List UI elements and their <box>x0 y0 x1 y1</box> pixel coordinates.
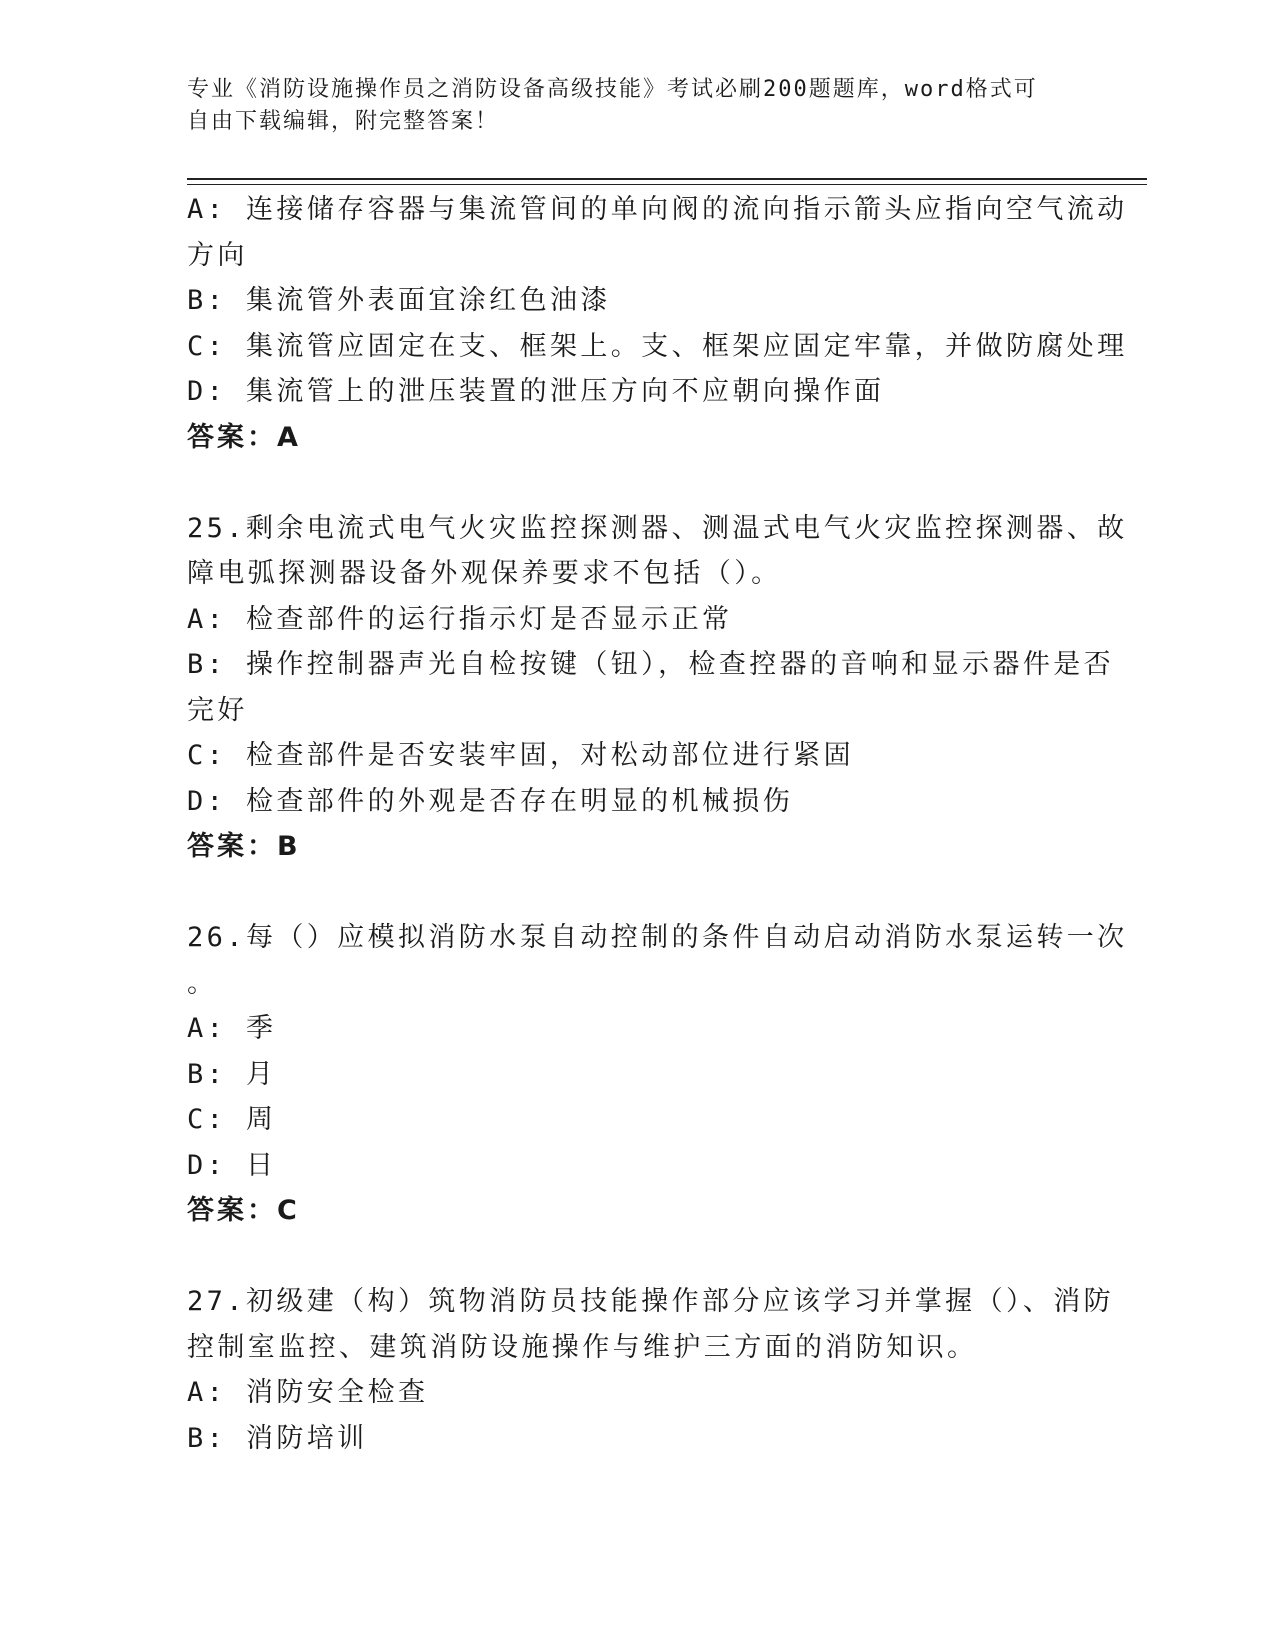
question-stem-line-1: 25.剩余电流式电气火灾监控探测器、测温式电气火灾监控探测器、故 <box>187 512 1128 544</box>
answer: 答案：B <box>187 831 301 862</box>
spacer <box>187 1234 1077 1280</box>
question-stem-line-2: 。 <box>187 967 218 999</box>
option-b: B: 集流管外表面宜涂红色油漆 <box>187 285 611 316</box>
question-stem-line-1: 26.每（）应模拟消防水泵自动控制的条件自动启动消防水泵运转一次 <box>187 922 1128 953</box>
option-d: D: 集流管上的泄压装置的泄压方向不应朝向操作面 <box>187 376 885 407</box>
header-rule-thick <box>187 178 1147 180</box>
option-b: B: 消防培训 <box>187 1422 368 1454</box>
option-b-line-2: 完好 <box>187 694 248 726</box>
option-c: C: 周 <box>187 1104 277 1135</box>
header-line-1: 专业《消防设施操作员之消防设备高级技能》考试必刷200题题库，word格式可 <box>187 77 1038 102</box>
question-27 <box>187 1279 1115 1461</box>
question-24-continued <box>187 187 1128 460</box>
question-stem-line-1: 27.初级建（构）筑物消防员技能操作部分应该学习并掌握（）、消防 <box>187 1286 1115 1317</box>
header-rule-thin <box>187 184 1147 185</box>
option-b-line-1: B: 操作控制器声光自检按键（钮），检查控器的音响和显示器件是否 <box>187 649 1115 680</box>
option-a: A: 季 <box>187 1013 277 1044</box>
option-d: D: 日 <box>187 1149 277 1181</box>
answer: 答案：A <box>187 421 301 453</box>
option-a: A: 消防安全检查 <box>187 1377 429 1408</box>
question-25 <box>187 506 1128 870</box>
question-stem-line-2: 控制室监控、建筑消防设施操作与维护三方面的消防知识。 <box>187 1331 978 1363</box>
spacer <box>187 870 1077 916</box>
answer: 答案：C <box>187 1195 300 1226</box>
option-a: A: 检查部件的运行指示灯是否显示正常 <box>187 603 733 635</box>
question-list <box>187 187 1128 1461</box>
option-c: C: 检查部件是否安装牢固，对松动部位进行紧固 <box>187 740 854 771</box>
option-d: D: 检查部件的外观是否存在明显的机械损伤 <box>187 785 794 817</box>
spacer <box>187 460 1077 506</box>
document-header <box>187 74 1067 138</box>
option-b: B: 月 <box>187 1058 277 1090</box>
header-line-2: 自由下载编辑，附完整答案！ <box>187 109 500 134</box>
option-a-line-1: A: 连接储存容器与集流管间的单向阀的流向指示箭头应指向空气流动 <box>187 194 1128 225</box>
question-26 <box>187 915 1128 1234</box>
question-stem-line-2: 障电弧探测器设备外观保养要求不包括（）。 <box>187 558 782 589</box>
option-c: C: 集流管应固定在支、框架上。支、框架应固定牢靠，并做防腐处理 <box>187 330 1128 362</box>
option-a-line-2: 方向 <box>187 239 248 271</box>
